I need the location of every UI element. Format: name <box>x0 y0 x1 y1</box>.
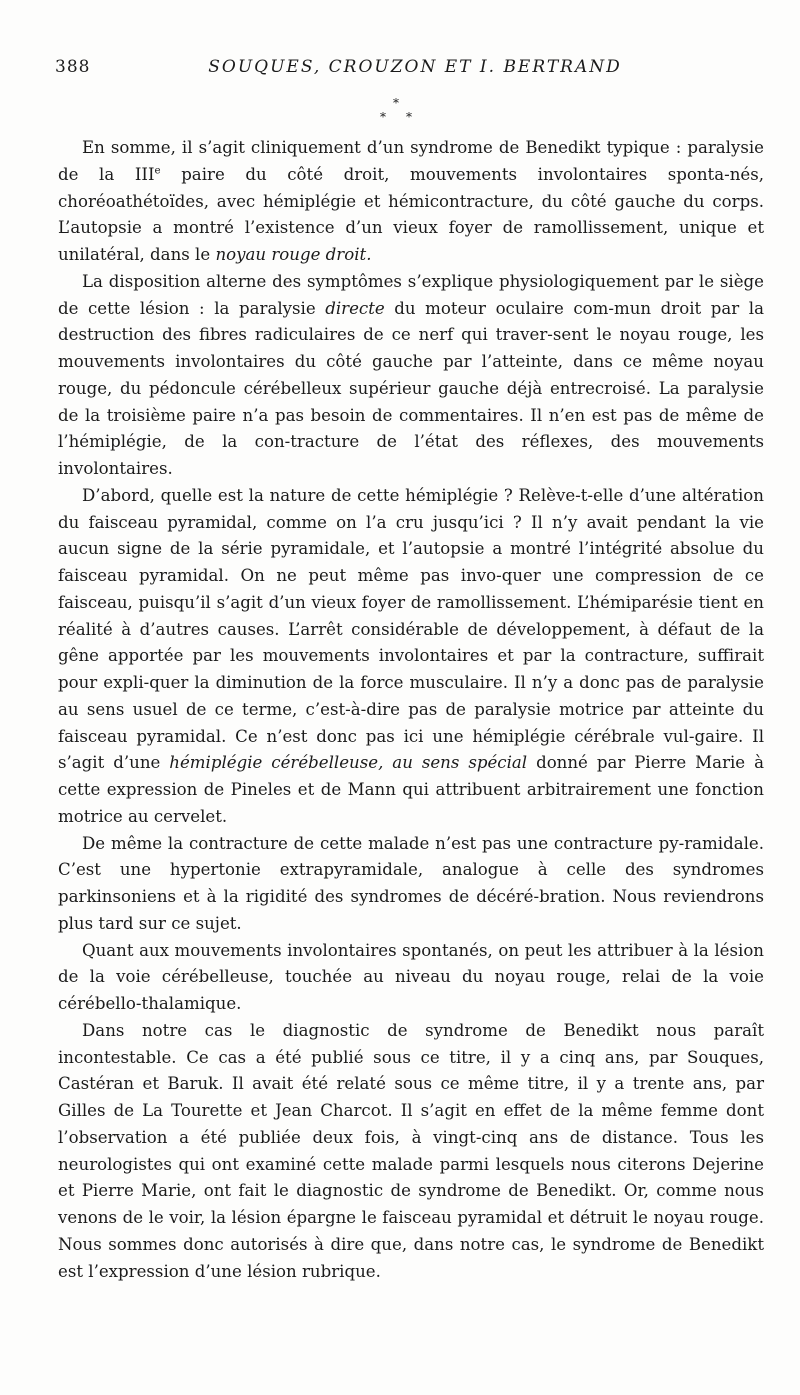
paragraph-text: paire du côté droit, mouvements involontaires sponta-nés, choréoathétoïdes, avec hémiplégie et hémicontracture, du côté gauche du corps. L’autopsie a montré l’existence d’un vieux foyer de ramollissement, unique et unilatéral, dans le <box>58 164 764 264</box>
asterism-star: * <box>393 96 399 110</box>
paragraph-text: De même la contracture de cette malade n’est pas une contracture py-ramidale. C’est une hypertonie extrapyramidale, analogue à celle des syndromes parkinsoniens et à la rigidité des syndromes de décéré-bration. Nous reviendrons plus tard sur ce sujet. <box>58 833 764 933</box>
running-head <box>55 57 767 83</box>
italic-text: noyau rouge droit. <box>215 245 372 264</box>
running-title: SOUQUES, CROUZON ET I. BERTRAND <box>208 57 622 77</box>
paragraph <box>58 938 764 1018</box>
asterism-star: * <box>406 110 412 124</box>
paragraph <box>58 269 764 483</box>
paragraph-text: Quant aux mouvements involontaires spontanés, on peut les attribuer à la lésion de la voie cérébelleuse, touchée au niveau du noyau rouge, relai de la voie cérébello-thalamique. <box>58 940 764 1013</box>
section-separator-asterism <box>360 97 440 131</box>
italic-text: hémiplégie cérébelleuse, au sens spécial <box>169 753 528 773</box>
italic-text: directe <box>325 298 385 318</box>
paragraph-text: D’abord, quelle est la nature de cette hémiplégie ? Relève-t-elle d’une altération du faisceau pyramidal, comme on l’a cru jusqu’ici ? Il n’y avait pendant la vie aucun signe de la série pyramidale, et l’autopsie a montré l’intégrité absolue du faisceau pyramidal. On ne peut même pas invo-quer une compression de ce faisceau, puisqu’il s’agit d’un vieux foyer de ramollissement. L’hémiparésie tient en réalité à d’autres causes. L’arrêt considérable de développement, à défaut de la gêne apportée par les mouvements involontaires et par la contracture, suffirait pour expli-quer la diminution de la force musculaire. Il n’y a donc pas de paralysie au sens usuel de ce terme, c’est-à-dire pas de paralysie motrice par atteinte du faisceau pyramidal. Ce n’est donc pas ici une hémiplégie cérébrale vul-gaire. Il s’agit d’une <box>58 485 764 773</box>
paragraph-text: du moteur oculaire com-mun droit par la destruction des fibres radiculaires de ce nerf qui traver-sent le noyau rouge, les mouvements involontaires du côté gauche par l’atteinte, dans ce même noyau rouge, du pédoncule cérébelleux supérieur gauche déjà entrecroisé. La paralysie de la troisième paire n’a pas besoin de commentaires. Il n’en est pas de même de l’hémiplégie, de la con-tracture de l’état des réflexes, des mouvements involontaires. <box>58 298 764 478</box>
paragraph-text: Dans notre cas le diagnostic de syndrome de Benedikt nous paraît incontestable. Ce cas a été publié sous ce titre, il y a cinq ans, par Souques, Castéran et Baruk. Il avait été relaté sous ce même titre, il y a trente ans, par Gilles de La Tourette et Jean Charcot. Il s’agit en effet de la même femme dont l’observation a été publiée deux fois, à vingt-cinq ans de distance. Tous les neurologistes qui ont examiné cette malade parmi lesquels nous citerons Dejerine et Pierre Marie, ont fait le diagnostic de syndrome de Benedikt. Or, comme nous venons de le voir, la lésion épargne le faisceau pyramidal et détruit le noyau rouge. Nous sommes donc autorisés à dire que, dans notre cas, le syndrome de Benedikt est l’expression d’une lésion rubrique. <box>58 1020 764 1281</box>
paragraph <box>58 831 764 938</box>
paragraph-text: La disposition alterne des symptômes s’explique physiologiquement par le siège de cette lésion : la paralysie <box>58 271 764 318</box>
paragraph <box>58 1018 764 1286</box>
paragraph <box>58 135 764 269</box>
paragraph-text: En somme, il s’agit cliniquement d’un syndrome de Benedikt typique : paralysie de la III <box>58 138 764 184</box>
asterism-star: * <box>380 110 386 124</box>
page-number: 388 <box>55 57 91 77</box>
body-text <box>58 135 764 1285</box>
superscript-text: e <box>154 164 161 177</box>
paragraph-text: donné par Pierre Marie à cette expression de Pineles et de Mann qui attribuent arbitrairement une fonction motrice au cervelet. <box>58 753 764 826</box>
paragraph <box>58 483 764 831</box>
